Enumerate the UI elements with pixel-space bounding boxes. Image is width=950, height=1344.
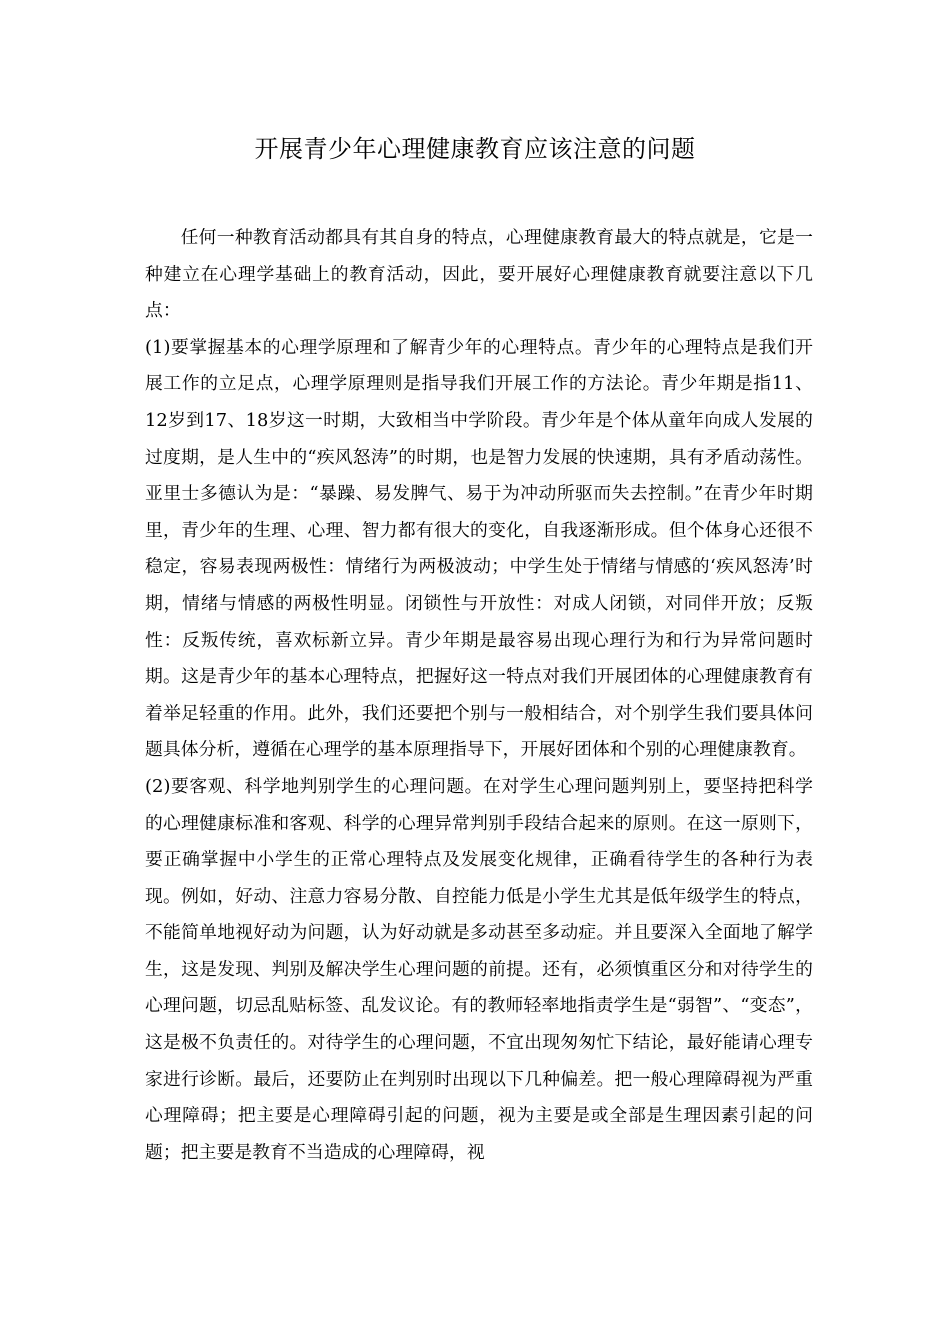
document-title: 开展青少年心理健康教育应该注意的问题 — [254, 135, 696, 163]
paragraph-intro: 任何一种教育活动都具有其自身的特点，心理健康教育最大的特点就是，它是一种建立在心理学基础上的教育活动，因此，要开展好心理健康教育就要注意以下几点： — [145, 227, 813, 322]
paragraph-point-2: (2)要客观、科学地判别学生的心理问题。在对学生心理问题判别上，要坚持把科学的心理健康标准和客观、科学的心理异常判别手段结合起来的原则。在这一原则下，要正确掌握中小学生的正常心理特点及发展变化规律，正确看待学生的各种行为表现。例如，好动、注意力容易分散、自控能力低是小学生尤其是低年级学生的特点，不能简单地视好动为问题，认为好动就是多动甚至多动症。并且要深入全面地了解学生，这是发现、判别及解决学生心理问题的前提。还有，必须慎重区分和对待学生的心理问题，切忌乱贴标签、乱发议论。有的教师轻率地指责学生是“弱智”、“变态”，这是极不负责任的。对待学生的心理问题，不宜出现匆匆忙下结论，最好能请心理专家进行诊断。最后，还要防止在判别时出现以下几种偏差。把一般心理障碍视为严重心理障碍；把主要是心理障碍引起的问题，视为主要是或全部是生理因素引起的问题；把主要是教育不当造成的心理障碍，视 — [145, 775, 813, 1163]
paragraph-point-1: (1)要掌握基本的心理学原理和了解青少年的心理特点。青少年的心理特点是我们开展工作的立足点，心理学原理则是指导我们开展工作的方法论。青少年期是指11、12岁到17、18岁这一时期，大致相当中学阶段。青少年是个体从童年向成人发展的过度期，是人生中的“疾风怒涛”的时期，也是智力发展的快速期，具有矛盾动荡性。亚里士多德认为是：“暴躁、易发脾气、易于为冲动所驱而失去控制。”在青少年时期里，青少年的生理、心理、智力都有很大的变化，自我逐渐形成。但个体身心还很不稳定，容易表现两极性：情绪行为两极波动；中学生处于情绪与情感的‘疾风怒涛’时期，情绪与情感的两极性明显。闭锁性与开放性：对成人闭锁，对同伴开放；反叛性：反叛传统，喜欢标新立异。青少年期是最容易出现心理行为和行为异常问题时期。这是青少年的基本心理特点，把握好这一特点对我们开展团体的心理健康教育有着举足轻重的作用。此外，我们还要把个别与一般相结合，对个别学生我们要具体问题具体分析，遵循在心理学的基本原理指导下，开展好团体和个别的心理健康教育。 — [145, 336, 813, 761]
document-body — [145, 220, 813, 1171]
